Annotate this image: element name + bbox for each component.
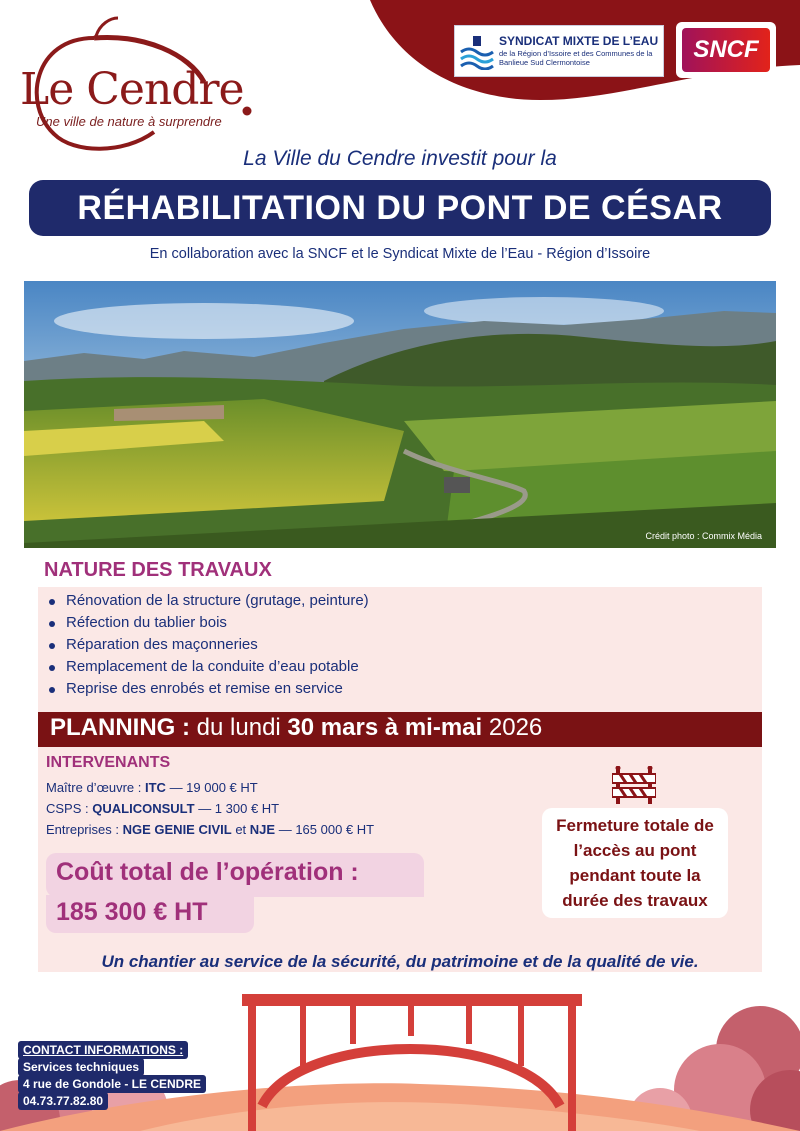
road-barrier-icon: [612, 766, 656, 806]
intro-text: La Ville du Cendre investit pour la: [243, 147, 557, 170]
entreprises-and: et: [235, 822, 247, 837]
planning-dates: 30 mars à mi-mai: [287, 714, 483, 741]
entreprises-line: [46, 822, 374, 837]
intervenants-title: INTERVENANTS: [46, 754, 171, 771]
planning-label: PLANNING :: [50, 714, 190, 741]
city-tagline: Une ville de nature à surprendre: [36, 114, 222, 129]
syndicat-title: SYNDICAT MIXTE DE L’EAU: [499, 34, 659, 48]
list-item: Réparation des maçonneries: [46, 636, 369, 658]
moe-company: ITC: [144, 780, 166, 795]
csps-company: QUALICONSULT: [92, 801, 195, 816]
cost-label: Coût total de l’opération :: [56, 858, 359, 886]
list-item: Rénovation de la structure (grutage, peinture): [46, 592, 369, 614]
collaboration-text: En collaboration avec la SNCF et le Syndicat Mixte de l’Eau - Région d’Issoire: [149, 246, 651, 262]
closure-text: Fermeture totale de l’accès au pont pendant toute la durée des travaux: [556, 816, 714, 910]
contact-service: Services techniques: [18, 1058, 144, 1076]
entreprises-role: Entreprises :: [46, 822, 119, 837]
city-name: Le Cendre: [20, 64, 244, 115]
list-item: Reprise des enrobés et remise en service: [46, 680, 369, 702]
syndicat-subtitle: de la Région d’Issoire et des Communes de la Banlieue Sud Clermontoise: [499, 49, 653, 67]
closure-notice: [542, 808, 728, 918]
syndicat-logo: [454, 25, 664, 77]
cost-value: 185 300 € HT: [56, 898, 208, 926]
sncf-logo: [676, 22, 776, 78]
csps-line: [46, 801, 279, 816]
csps-role: CSPS :: [46, 801, 89, 816]
contact-title: CONTACT INFORMATIONS :: [18, 1041, 188, 1059]
moe-amount: — 19 000 € HT: [169, 780, 258, 795]
entreprises-amount: — 165 000 € HT: [278, 822, 375, 837]
landscape-illustration: [24, 281, 776, 548]
list-item: Remplacement de la conduite d’eau potable: [46, 658, 369, 680]
entreprise-2: NJE: [249, 822, 276, 837]
moe-role: Maître d’œuvre :: [46, 780, 142, 795]
water-wave-icon: [459, 34, 495, 70]
list-item: Réfection du tablier bois: [46, 614, 369, 636]
moe-line: [46, 780, 258, 795]
planning-text: [50, 714, 542, 742]
landscape-photo: [24, 281, 776, 548]
photo-credit: Crédit photo : Commix Média: [645, 531, 762, 541]
contact-address: 4 rue de Gondole - LE CENDRE: [18, 1075, 206, 1093]
sncf-wordmark: SNCF: [693, 36, 759, 63]
city-logo: [14, 14, 264, 154]
planning-year: 2026: [488, 714, 543, 741]
planning-banner: [38, 712, 762, 747]
works-list: [46, 592, 369, 702]
title-banner: [29, 180, 771, 236]
nature-title: NATURE DES TRAVAUX: [44, 559, 272, 581]
page-title: RÉHABILITATION DU PONT DE CÉSAR: [77, 188, 723, 227]
contact-phone[interactable]: 04.73.77.82.80: [18, 1092, 108, 1110]
csps-amount: — 1 300 € HT: [198, 801, 280, 816]
entreprise-1: NGE GENIE CIVIL: [122, 822, 232, 837]
tagline: Un chantier au service de la sécurité, du patrimoine et de la qualité de vie.: [101, 952, 699, 971]
planning-pre: du lundi: [196, 714, 281, 741]
